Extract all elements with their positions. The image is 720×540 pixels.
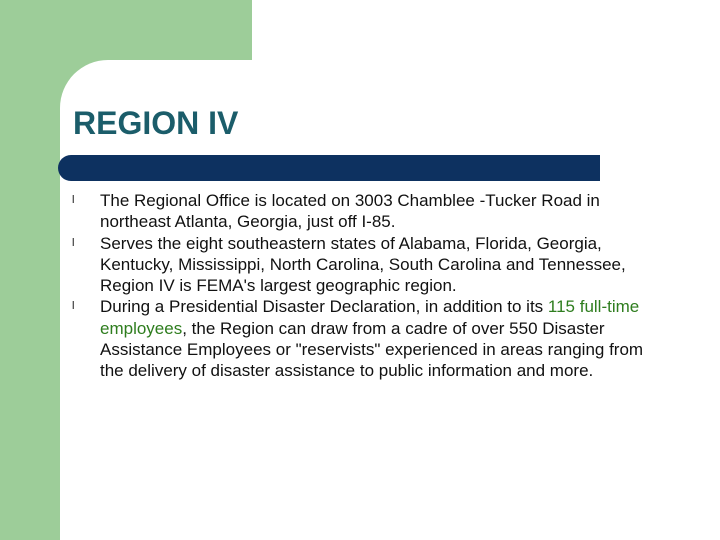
bullet-marker: l: [72, 300, 75, 313]
background-green-strip: [0, 0, 60, 540]
bullet-text: The Regional Office is located on 3003 Chamblee -Tucker Road in northeast Atlanta, Georgia, just off I-85.: [100, 191, 600, 232]
bullet-highlight-text: 115 full-time employees: [100, 297, 640, 338]
bullet-item: [70, 190, 670, 233]
bullet-marker: l: [72, 194, 75, 206]
bullet-text-before: During a Presidential Disaster Declaration, in addition to its: [100, 297, 548, 317]
bullet-text-after: , the Region can draw from a cadre of over 550 Disaster Assistance Employees or "reservists" experienced in areas ranging from the delivery of disaster assistance to public information and more.: [100, 318, 644, 381]
bullet-item: [70, 233, 670, 297]
bullet-list: [70, 190, 670, 382]
title-divider-bar: [58, 155, 600, 181]
slide-title: REGION IV: [73, 105, 239, 141]
bullet-item: [70, 296, 670, 381]
bullet-marker: l: [72, 236, 75, 249]
bullet-text: Serves the eight southeastern states of Alabama, Florida, Georgia, Kentucky, Mississippi, North Carolina, South Carolina and Tennessee, Region IV is FEMA's largest geographic region.: [100, 233, 626, 296]
